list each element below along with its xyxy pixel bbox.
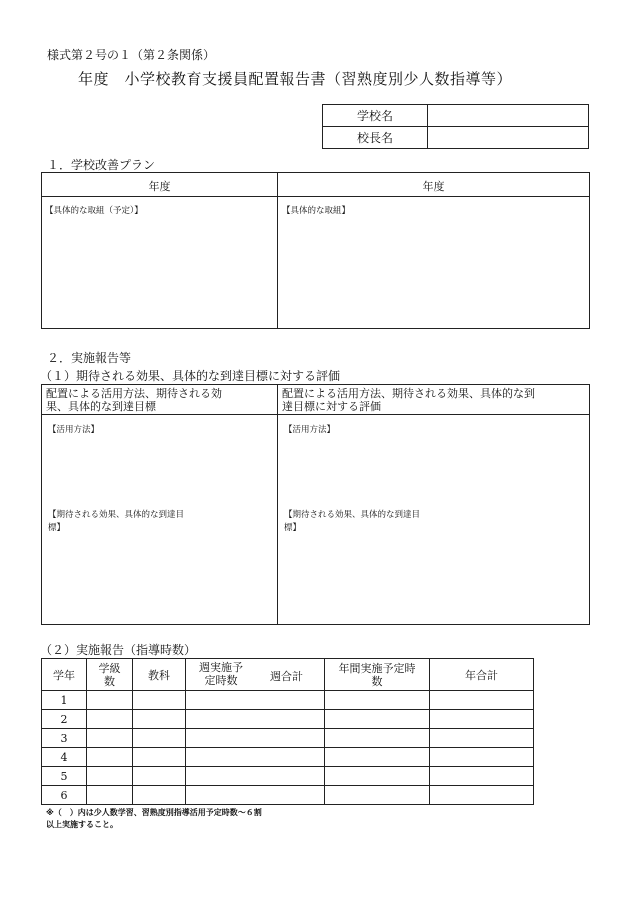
eval-left-effect-label: 【期待される効果、具体的な到達目 標】 xyxy=(48,510,185,533)
improvement-plan-table xyxy=(41,172,590,329)
school-name-label: 学校名 xyxy=(323,105,428,127)
plan-left-year-header: 年度 xyxy=(148,180,171,193)
evaluation-table xyxy=(41,384,590,625)
section2-sub1-heading: （１）期待される効果、具体的な到達目標に対する評価 xyxy=(40,369,341,383)
table-row xyxy=(42,710,534,729)
grade-cell: 6 xyxy=(42,786,87,805)
principal-name-label: 校長名 xyxy=(323,127,428,149)
table-row xyxy=(42,691,534,710)
plan-right-year-header: 年度 xyxy=(422,180,445,193)
col-classes: 学級 数 xyxy=(87,659,133,691)
eval-right-header: 配置による活用方法、期待される効果、具体的な到 達目標に対する評価 xyxy=(282,387,535,413)
table-row xyxy=(42,729,534,748)
plan-right-cell-label: 【具体的な取組】 xyxy=(282,206,351,216)
col-weekly: 週実施予 定時数 週合計 xyxy=(186,659,325,691)
col-grade: 学年 xyxy=(42,659,87,691)
table-row xyxy=(42,786,534,805)
school-info-table xyxy=(322,104,589,149)
col-annual-total: 年合計 xyxy=(430,659,534,691)
col-annual: 年間実施予定時 数 xyxy=(325,659,430,691)
eval-right-usage-label: 【活用方法】 xyxy=(284,425,336,435)
footnote: ※（ ）内は少人数学習、習熟度別指導活用予定時数～６割 以上実施すること。 xyxy=(46,808,262,829)
grade-cell: 5 xyxy=(42,767,87,786)
col-subject: 教科 xyxy=(133,659,186,691)
table-row xyxy=(42,748,534,767)
grade-cell: 2 xyxy=(42,710,87,729)
col-weekly-total: 週合計 xyxy=(270,670,303,683)
plan-left-cell-label: 【具体的な取組（予定）】 xyxy=(45,206,143,216)
section1-heading: １．学校改善プラン xyxy=(47,158,156,172)
hours-table xyxy=(41,658,534,805)
grade-cell: 1 xyxy=(42,691,87,710)
section2-heading: ２．実施報告等 xyxy=(47,351,132,365)
eval-left-usage-label: 【活用方法】 xyxy=(48,425,100,435)
school-name-field[interactable] xyxy=(428,105,589,127)
section2-sub2-heading: （２）実施報告（指導時数） xyxy=(40,643,197,657)
table-row xyxy=(42,767,534,786)
form-label: 様式第２号の１（第２条関係） xyxy=(47,48,216,62)
grade-cell: 3 xyxy=(42,729,87,748)
grade-cell: 4 xyxy=(42,748,87,767)
principal-name-field[interactable] xyxy=(428,127,589,149)
eval-left-header: 配置による活用方法、期待される効 果、具体的な到達目標 xyxy=(46,387,222,413)
page-title: 年度 小学校教育支援員配置報告書（習熟度別少人数指導等） xyxy=(78,70,513,88)
eval-right-effect-label: 【期待される効果、具体的な到達目 標】 xyxy=(284,510,421,533)
